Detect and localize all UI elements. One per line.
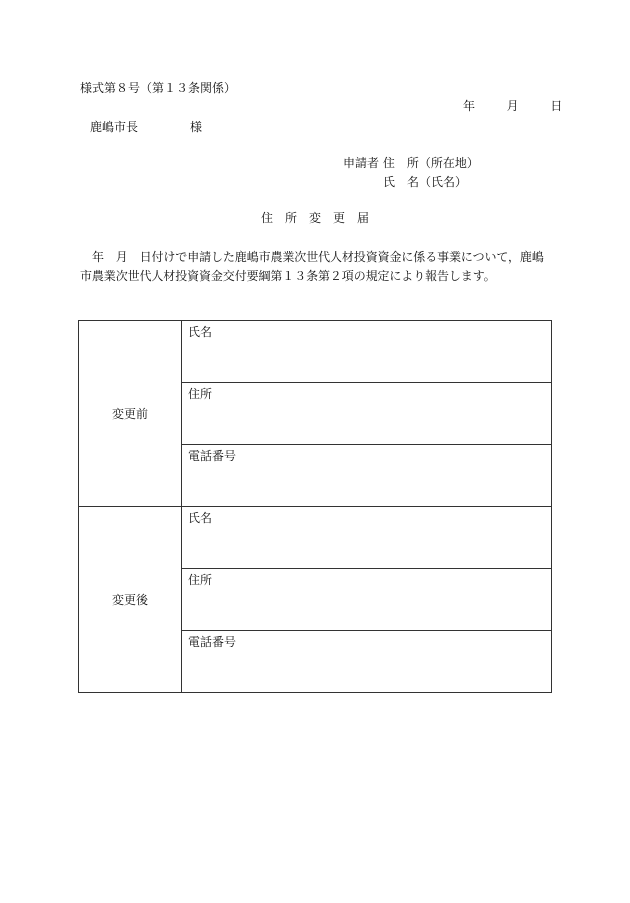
group-after-label: 変更後 [79,507,182,693]
field-after-address[interactable]: 住所 [182,569,552,631]
table-row [79,321,552,383]
field-before-phone[interactable]: 電話番号 [182,445,552,507]
field-before-address[interactable]: 住所 [182,383,552,445]
date-line [463,99,562,113]
applicant-name-label: 氏 名（氏名） [383,175,468,189]
date-month-label: 月 [506,99,519,113]
group-before-label: 変更前 [79,321,182,507]
date-day-label: 日 [550,99,563,113]
change-form-table [78,320,552,693]
body-text: 年 月 日付けで申請した鹿嶋市農業次世代人材投資資金に係る事業について，鹿嶋市農業次世代人材投資資金交付要綱第１３条第２項の規定により報告します。 [80,250,544,283]
field-after-name[interactable]: 氏名 [182,507,552,569]
addressee-name: 鹿嶋市長 [90,120,139,134]
field-before-name[interactable]: 氏名 [182,321,552,383]
table-row [79,507,552,569]
form-number: 様式第８号（第１３条関係） [80,81,237,95]
document-title: 住 所 変 更 届 [260,211,369,225]
date-year-label: 年 [463,99,476,113]
field-after-phone[interactable]: 電話番号 [182,631,552,693]
addressee-honorific: 様 [190,120,203,134]
addressee [90,120,202,134]
applicant-address-label: 申請者 住 所（所在地） [343,156,479,170]
